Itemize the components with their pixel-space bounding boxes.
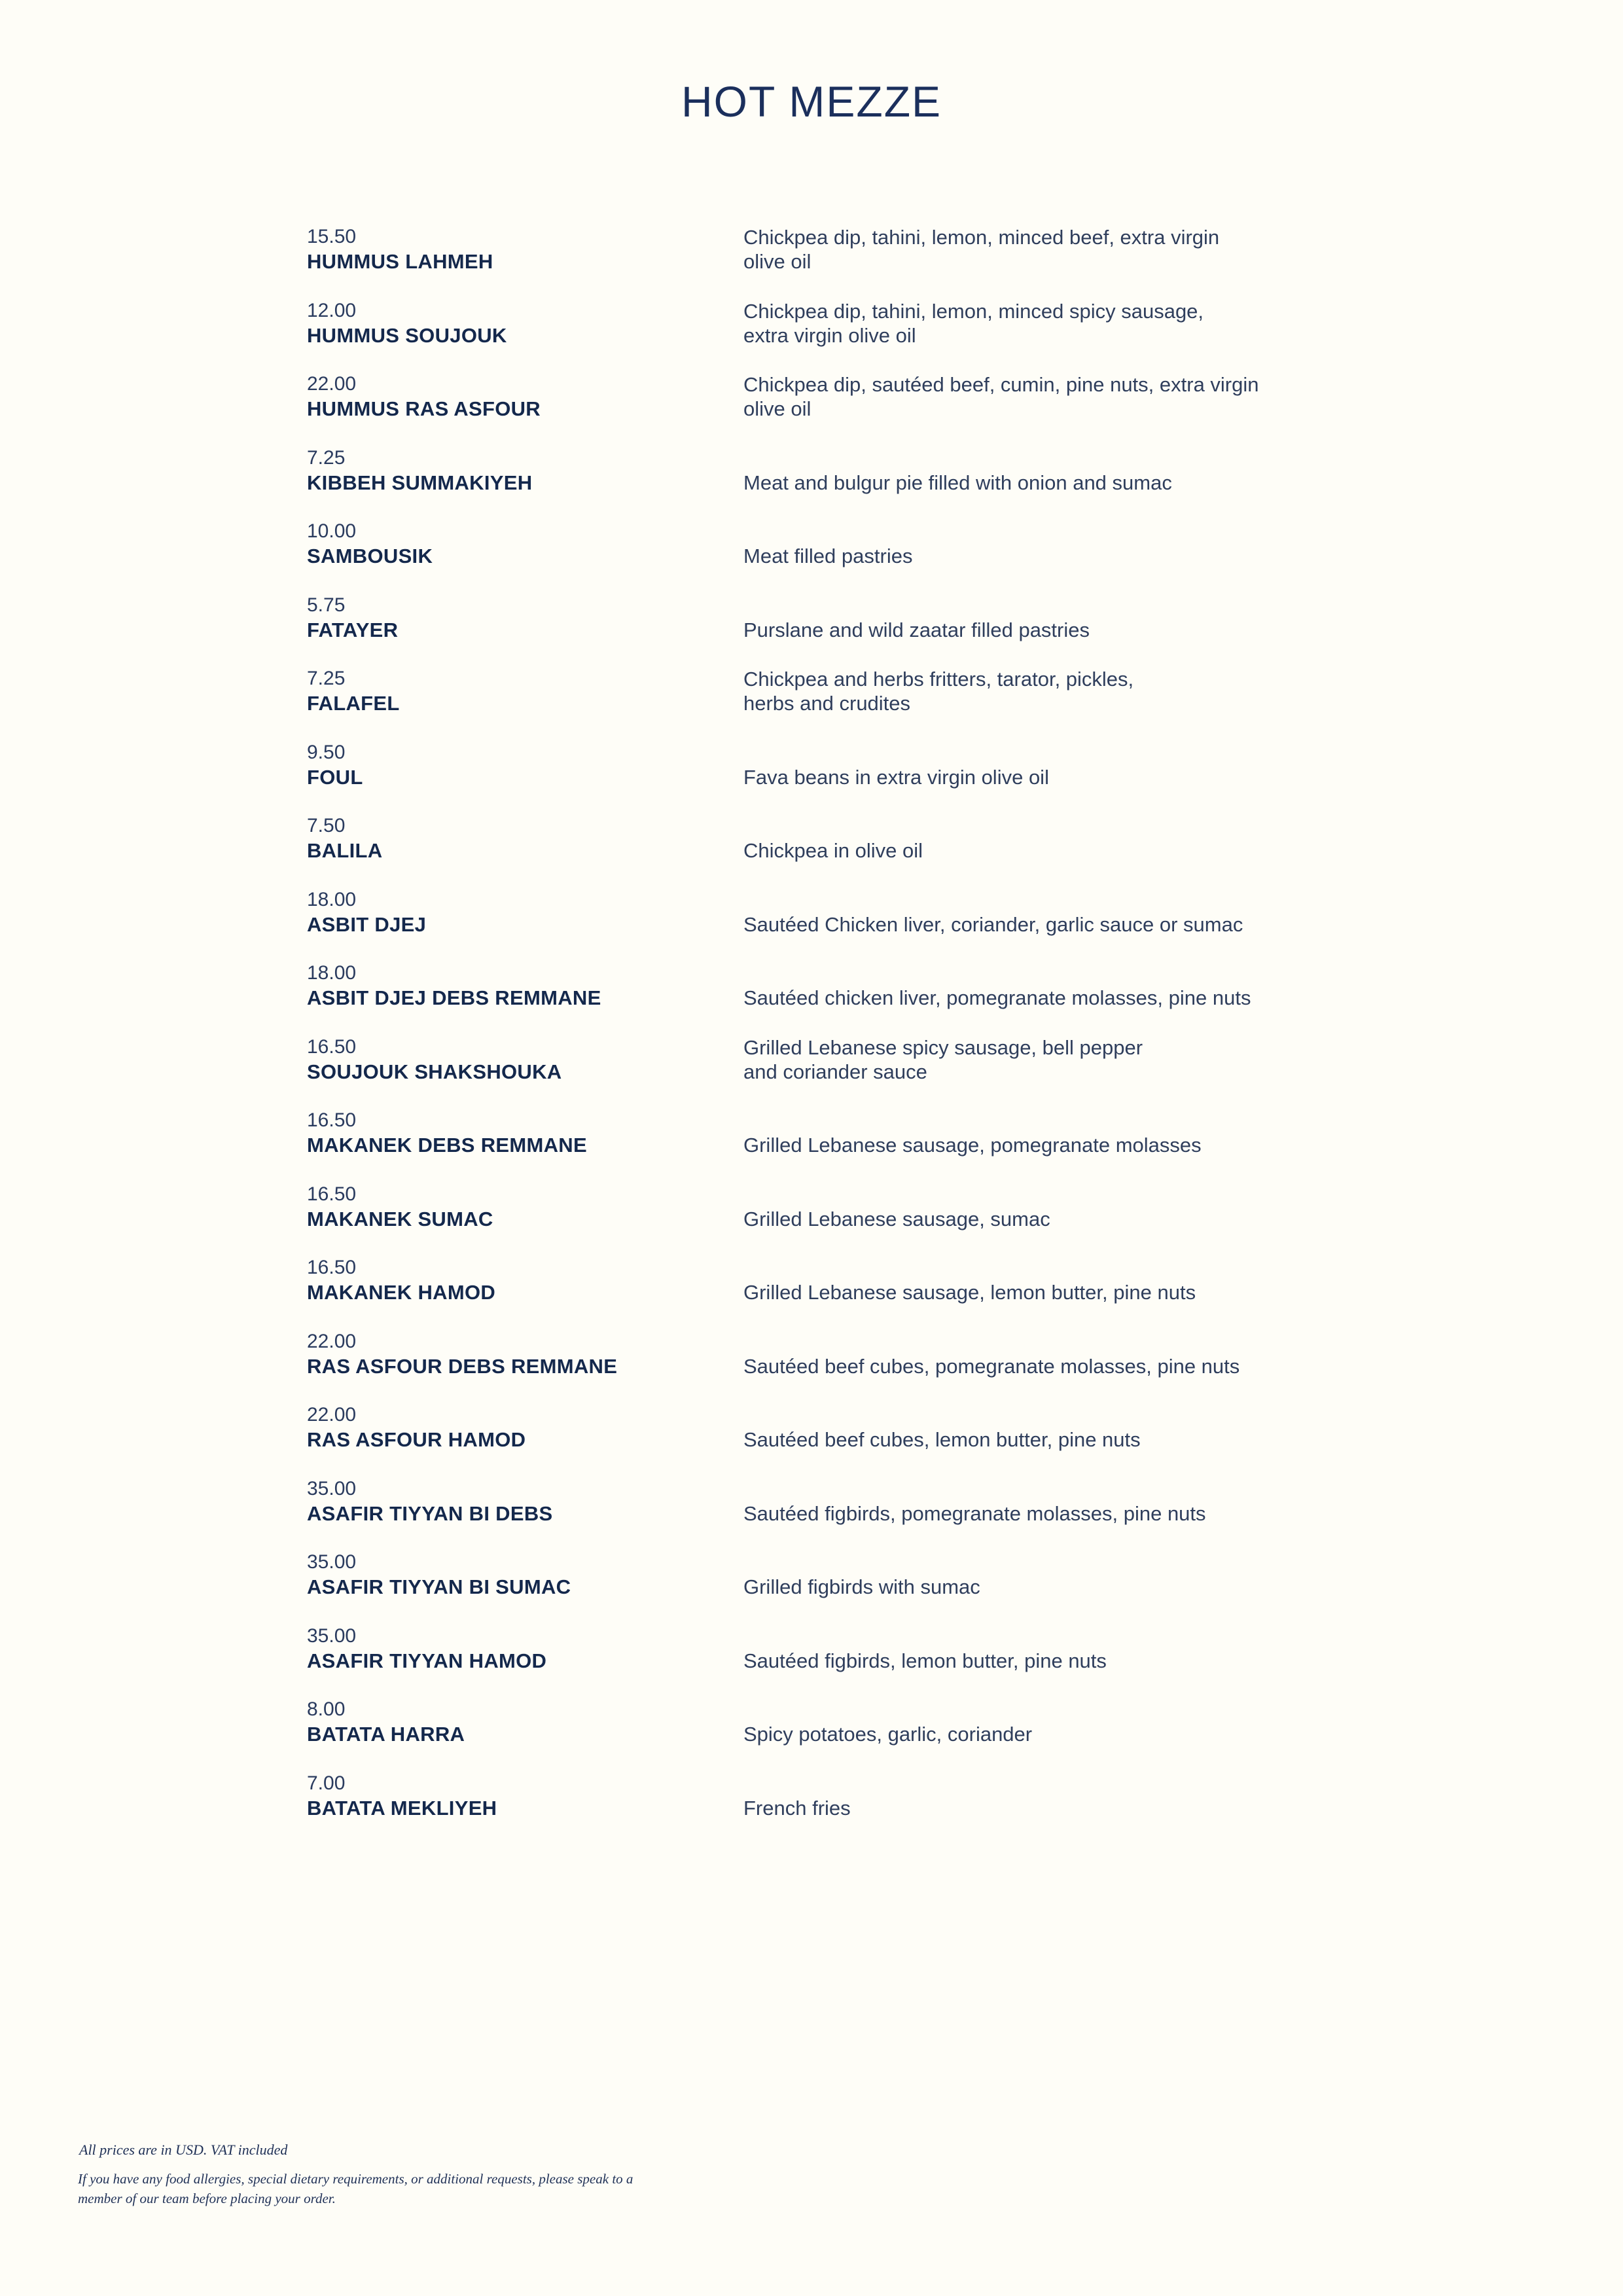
item-description bbox=[743, 446, 1326, 495]
item-price: 22.00 bbox=[307, 1330, 357, 1352]
menu-item bbox=[307, 740, 1328, 814]
item-description-line: Chickpea and herbs fritters, tarator, pickles, bbox=[743, 668, 1134, 691]
menu-item bbox=[307, 888, 1328, 961]
item-description bbox=[743, 298, 1326, 348]
item-price: 18.00 bbox=[307, 962, 357, 984]
item-name: RAS ASFOUR DEBS REMMANE bbox=[307, 1354, 618, 1378]
item-description bbox=[743, 1550, 1326, 1599]
item-description-line: Purslane and wild zaatar filled pastries bbox=[743, 618, 1090, 641]
allergy-note-line: member of our team before placing your order. bbox=[78, 2191, 336, 2206]
menu-item bbox=[307, 666, 1328, 740]
menu-item bbox=[307, 1035, 1328, 1109]
item-name: FOUL bbox=[307, 765, 363, 789]
menu-item bbox=[307, 1182, 1328, 1256]
item-price: 35.00 bbox=[307, 1624, 357, 1647]
item-description bbox=[743, 1477, 1326, 1526]
item-description-line: extra virgin olive oil bbox=[743, 323, 916, 347]
item-description bbox=[743, 1329, 1326, 1378]
item-price: 15.50 bbox=[307, 226, 357, 247]
menu-item bbox=[307, 446, 1328, 520]
item-price: 9.50 bbox=[307, 741, 346, 763]
menu-item bbox=[307, 224, 1328, 298]
item-description-line: Meat filled pastries bbox=[743, 545, 913, 567]
item-description-line: Grilled Lebanese sausage, pomegranate molasses bbox=[743, 1134, 1202, 1157]
item-price: 7.50 bbox=[307, 815, 346, 836]
item-description-line: Chickpea dip, sautéed beef, cumin, pine nuts, extra virgin bbox=[743, 373, 1259, 396]
item-description-line: Sautéed Chicken liver, coriander, garlic sauce or sumac bbox=[743, 912, 1243, 936]
item-name: FATAYER bbox=[307, 618, 399, 641]
menu-item bbox=[307, 1477, 1328, 1551]
item-description bbox=[743, 1255, 1326, 1304]
item-description bbox=[743, 888, 1326, 937]
item-description-line: Chickpea dip, tahini, lemon, minced spicy sausage, bbox=[743, 299, 1204, 323]
menu-item bbox=[307, 372, 1328, 446]
item-description-line: French fries bbox=[743, 1796, 851, 1820]
item-name: ASAFIR TIYYAN HAMOD bbox=[307, 1649, 547, 1672]
item-description-line: Chickpea in olive oil bbox=[743, 839, 923, 862]
menu-item bbox=[307, 1255, 1328, 1329]
menu-item bbox=[307, 298, 1328, 372]
item-name: RAS ASFOUR HAMOD bbox=[307, 1428, 526, 1451]
item-price: 7.25 bbox=[307, 446, 346, 469]
item-description bbox=[743, 1403, 1326, 1452]
menu-item bbox=[307, 1403, 1328, 1477]
allergy-note-line: If you have any food allergies, special dietary requirements, or additional requests, please speak to a bbox=[78, 2171, 633, 2187]
item-description bbox=[743, 740, 1326, 789]
item-description-line: Sautéed chicken liver, pomegranate molasses, pine nuts bbox=[743, 986, 1251, 1009]
item-description-line: Sautéed figbirds, pomegranate molasses, pine nuts bbox=[743, 1501, 1206, 1525]
item-description bbox=[743, 1697, 1326, 1746]
item-price: 16.50 bbox=[307, 1183, 357, 1205]
menu-item bbox=[307, 1108, 1328, 1182]
item-name: HUMMUS SOUJOUK bbox=[307, 323, 507, 347]
menu-item bbox=[307, 519, 1328, 593]
item-description bbox=[743, 1182, 1326, 1231]
item-description-line: olive oil bbox=[743, 397, 812, 420]
item-description bbox=[743, 1108, 1326, 1157]
menu-item bbox=[307, 1550, 1328, 1624]
item-price: 16.50 bbox=[307, 1035, 357, 1058]
item-description-line: Sautéed figbirds, lemon butter, pine nuts bbox=[743, 1649, 1107, 1672]
item-description-line: Spicy potatoes, garlic, coriander bbox=[743, 1723, 1033, 1746]
item-description-line: Sautéed beef cubes, lemon butter, pine nuts bbox=[743, 1428, 1141, 1451]
item-name: MAKANEK DEBS REMMANE bbox=[307, 1134, 587, 1157]
item-description bbox=[743, 593, 1326, 642]
item-name: BATATA HARRA bbox=[307, 1723, 465, 1746]
prices-note: All prices are in USD. VAT included bbox=[79, 2142, 288, 2158]
item-price: 5.75 bbox=[307, 594, 346, 616]
item-name: HUMMUS RAS ASFOUR bbox=[307, 397, 541, 420]
item-name: ASAFIR TIYYAN BI DEBS bbox=[307, 1501, 553, 1525]
menu-item bbox=[307, 814, 1328, 888]
item-name: FALAFEL bbox=[307, 692, 400, 715]
item-name: MAKANEK SUMAC bbox=[307, 1207, 493, 1230]
item-description-line: Fava beans in extra virgin olive oil bbox=[743, 765, 1049, 789]
item-price: 35.00 bbox=[307, 1551, 357, 1573]
item-name: SAMBOUSIK bbox=[307, 545, 433, 567]
item-description-line: Grilled Lebanese sausage, sumac bbox=[743, 1207, 1050, 1230]
item-name: ASBIT DJEJ DEBS REMMANE bbox=[307, 986, 601, 1009]
item-description-line: Grilled Lebanese spicy sausage, bell pepper bbox=[743, 1035, 1143, 1059]
item-price: 18.00 bbox=[307, 888, 357, 910]
menu-item bbox=[307, 961, 1328, 1035]
item-description bbox=[743, 1771, 1326, 1820]
menu-item bbox=[307, 1697, 1328, 1771]
menu-item bbox=[307, 1771, 1328, 1845]
item-description-line: Chickpea dip, tahini, lemon, minced beef, extra virgin bbox=[743, 226, 1220, 249]
item-price: 7.25 bbox=[307, 668, 346, 689]
item-name: SOUJOUK SHAKSHOUKA bbox=[307, 1060, 562, 1083]
item-description bbox=[743, 519, 1326, 568]
item-description-line: Sautéed beef cubes, pomegranate molasses, pine nuts bbox=[743, 1354, 1240, 1378]
item-description-line: Meat and bulgur pie filled with onion and sumac bbox=[743, 471, 1172, 494]
menu-item bbox=[307, 1624, 1328, 1698]
item-description bbox=[743, 1035, 1326, 1084]
item-description-line: and coriander sauce bbox=[743, 1060, 927, 1083]
item-price: 22.00 bbox=[307, 1404, 357, 1426]
item-name: BATATA MEKLIYEH bbox=[307, 1796, 497, 1820]
item-price: 12.00 bbox=[307, 299, 357, 321]
item-price: 8.00 bbox=[307, 1698, 346, 1720]
item-name: KIBBEH SUMMAKIYEH bbox=[307, 471, 533, 494]
item-name: MAKANEK HAMOD bbox=[307, 1281, 496, 1304]
allergy-note bbox=[78, 2169, 732, 2208]
item-name: BALILA bbox=[307, 839, 383, 862]
item-name: ASBIT DJEJ bbox=[307, 912, 427, 936]
item-description-line: Grilled figbirds with sumac bbox=[743, 1575, 980, 1598]
item-description bbox=[743, 1624, 1326, 1673]
item-name: HUMMUS LAHMEH bbox=[307, 250, 493, 273]
page-title: HOT MEZZE bbox=[681, 77, 942, 126]
item-description bbox=[743, 961, 1326, 1010]
item-description bbox=[743, 666, 1326, 715]
item-price: 10.00 bbox=[307, 520, 357, 542]
item-description bbox=[743, 224, 1326, 274]
menu-item bbox=[307, 1329, 1328, 1403]
menu-list bbox=[307, 224, 1328, 1844]
item-description bbox=[743, 814, 1326, 863]
item-price: 16.50 bbox=[307, 1109, 357, 1131]
footer-notes bbox=[78, 2140, 732, 2208]
item-description-line: herbs and crudites bbox=[743, 692, 911, 715]
item-price: 35.00 bbox=[307, 1477, 357, 1499]
item-price: 16.50 bbox=[307, 1257, 357, 1278]
item-description-line: Grilled Lebanese sausage, lemon butter, pine nuts bbox=[743, 1281, 1196, 1304]
item-description bbox=[743, 372, 1326, 421]
item-description-line: olive oil bbox=[743, 250, 812, 273]
menu-item bbox=[307, 593, 1328, 667]
item-name: ASAFIR TIYYAN BI SUMAC bbox=[307, 1575, 571, 1598]
item-price: 7.00 bbox=[307, 1772, 346, 1794]
item-price: 22.00 bbox=[307, 373, 357, 395]
